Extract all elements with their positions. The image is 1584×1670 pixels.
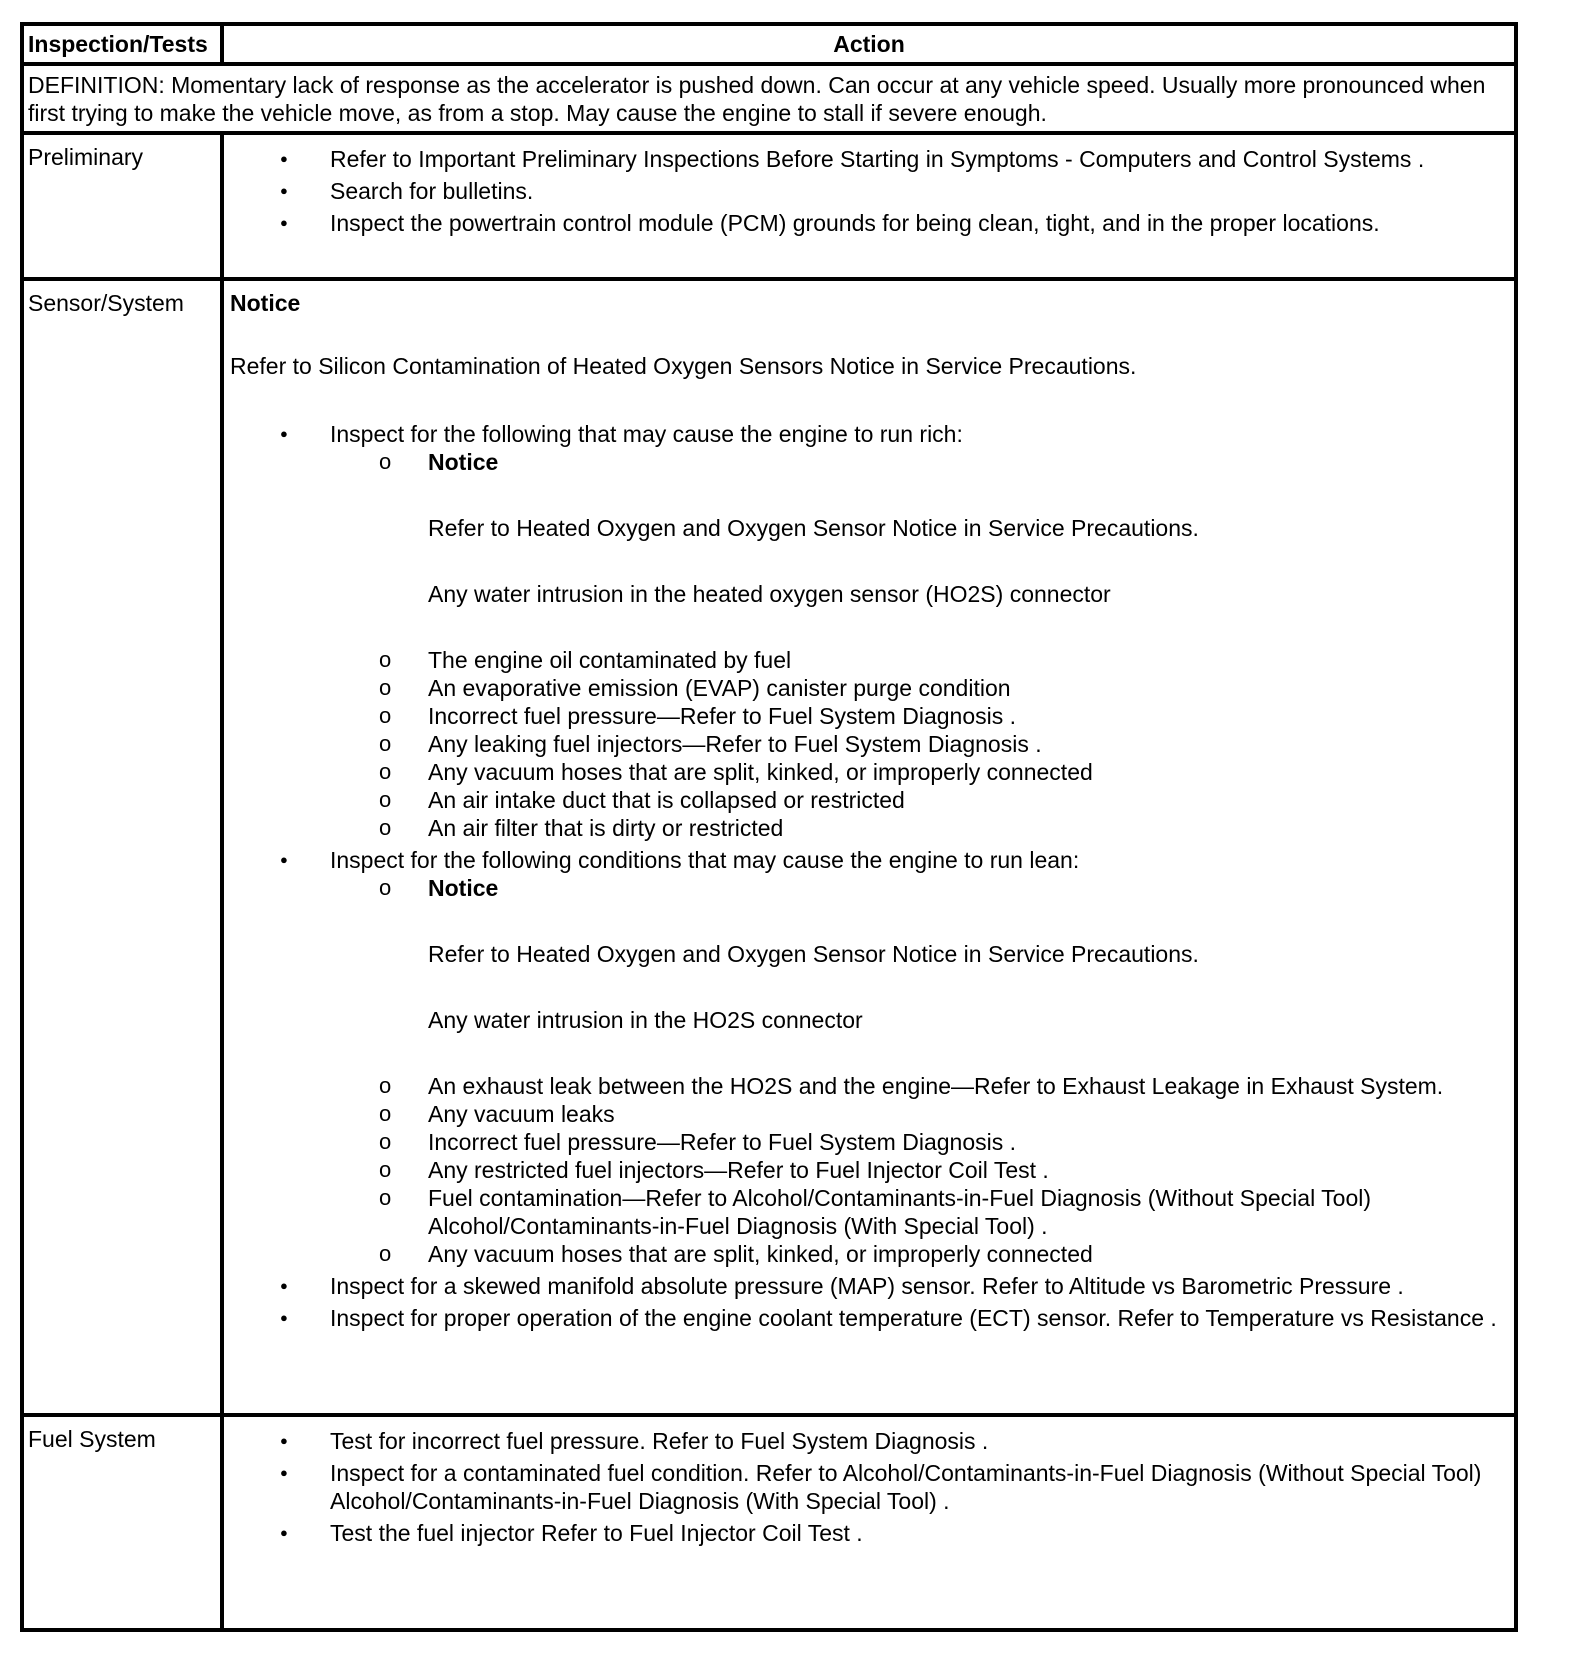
header-inspection-tests: Inspection/Tests [22, 24, 222, 64]
rich-heading: Inspect for the following that may cause the engine to run rich: [330, 421, 963, 447]
sub-list-item: o Incorrect fuel pressure—Refer to Fuel System Diagnosis . [330, 1128, 1508, 1156]
definition-row [22, 64, 1516, 133]
sensor-system-actions [222, 279, 1516, 1415]
fuel-system-row [22, 1415, 1516, 1630]
rich-sublist [330, 448, 1508, 842]
preliminary-row [22, 133, 1516, 279]
preliminary-actions [222, 133, 1516, 279]
fuel-system-actions [222, 1415, 1516, 1630]
sensor-system-label: Sensor/System [22, 279, 222, 1415]
preliminary-label: Preliminary [22, 133, 222, 279]
preliminary-list [230, 145, 1508, 237]
notice-title: Notice [230, 290, 301, 316]
list-item: ● Inspect the powertrain control module (PCM) grounds for being clean, tight, and in the proper locations. [230, 209, 1508, 237]
sub-list-item: o Any vacuum hoses that are split, kinked, or improperly connected [330, 758, 1508, 786]
notice-text: Refer to Heated Oxygen and Oxygen Sensor Notice in Service Precautions. [428, 515, 1199, 541]
notice-item: Any water intrusion in the HO2S connector [428, 1007, 863, 1033]
fuel-system-label: Fuel System [22, 1415, 222, 1630]
fuel-list [230, 1427, 1508, 1547]
sub-list-item: o An evaporative emission (EVAP) canister purge condition [330, 674, 1508, 702]
list-item: ● Inspect for a skewed manifold absolute pressure (MAP) sensor. Refer to Altitude vs Barometric Pressure . [230, 1272, 1508, 1300]
sub-list-item: o An air intake duct that is collapsed or restricted [330, 786, 1508, 814]
sensor-list [230, 420, 1508, 1332]
notice-item: Any water intrusion in the heated oxygen sensor (HO2S) connector [428, 581, 1111, 607]
list-item: ● Test for incorrect fuel pressure. Refer to Fuel System Diagnosis . [230, 1427, 1508, 1455]
notice-text: Refer to Silicon Contamination of Heated Oxygen Sensors Notice in Service Precautions. [230, 353, 1137, 379]
sub-list-item: o The engine oil contaminated by fuel [330, 646, 1508, 674]
list-item: ● Inspect for a contaminated fuel condition. Refer to Alcohol/Contaminants-in-Fuel Diagnosis (Without Special Tool) Alcohol/Contaminants-in-Fuel Diagnosis (With Special Tool) . [230, 1459, 1508, 1515]
list-item: ● Search for bulletins. [230, 177, 1508, 205]
diagnostic-table [20, 22, 1518, 1632]
list-item [230, 846, 1508, 1268]
sub-list-item: o An air filter that is dirty or restricted [330, 814, 1508, 842]
sub-list-item: o Any leaking fuel injectors—Refer to Fuel System Diagnosis . [330, 730, 1508, 758]
list-item: ● Refer to Important Preliminary Inspections Before Starting in Symptoms - Computers and Control Systems . [230, 145, 1508, 173]
list-item: ● Inspect for proper operation of the engine coolant temperature (ECT) sensor. Refer to Temperature vs Resistance . [230, 1304, 1508, 1332]
sub-list-item: o Any restricted fuel injectors—Refer to Fuel Injector Coil Test . [330, 1156, 1508, 1184]
header-row [22, 24, 1516, 64]
lean-heading: Inspect for the following conditions that may cause the engine to run lean: [330, 847, 1080, 873]
sub-list-item: o Any vacuum hoses that are split, kinked, or improperly connected [330, 1240, 1508, 1268]
sub-list-item: o Incorrect fuel pressure—Refer to Fuel System Diagnosis . [330, 702, 1508, 730]
sensor-system-row [22, 279, 1516, 1415]
list-item: ● Test the fuel injector Refer to Fuel Injector Coil Test . [230, 1519, 1508, 1547]
sub-list-item: o Fuel contamination—Refer to Alcohol/Contaminants-in-Fuel Diagnosis (Without Special Tool) Alcohol/Contaminants-in-Fuel Diagnosis (With Special Tool) . [330, 1184, 1508, 1240]
notice-title: o Notice [428, 449, 499, 475]
sub-list-item [330, 874, 1508, 1072]
sub-list-item: o Any vacuum leaks [330, 1100, 1508, 1128]
sub-list-item [330, 448, 1508, 646]
header-action: Action [222, 24, 1516, 64]
lean-sublist [330, 874, 1508, 1268]
sub-list-item: o An exhaust leak between the HO2S and the engine—Refer to Exhaust Leakage in Exhaust System. [330, 1072, 1508, 1100]
list-item [230, 420, 1508, 842]
notice-title: o Notice [428, 875, 499, 901]
notice-text: Refer to Heated Oxygen and Oxygen Sensor Notice in Service Precautions. [428, 941, 1199, 967]
definition-text: DEFINITION: Momentary lack of response as the accelerator is pushed down. Can occur at any vehicle speed. Usually more pronounced when first trying to make the vehicle move, as from a stop. May cause the engine to stall if severe enough. [22, 64, 1516, 133]
